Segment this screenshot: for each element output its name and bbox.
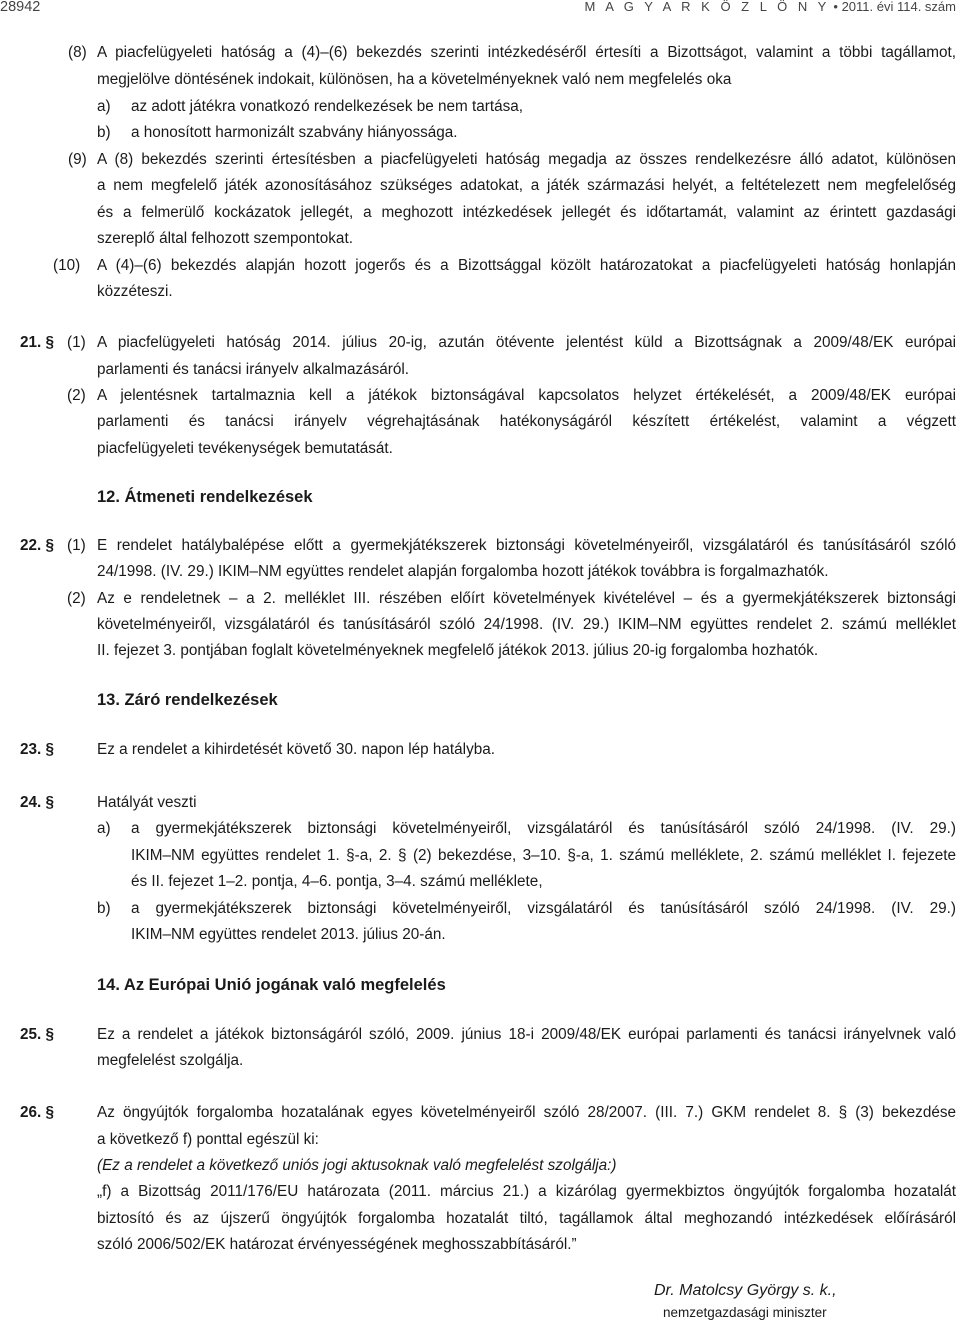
chapter-heading: 13. Záró rendelkezések (97, 691, 278, 709)
chapter-heading: 12. Átmeneti rendelkezések (97, 488, 313, 506)
section-number: 26. § (20, 1104, 55, 1121)
paragraph-text: A piacfelügyeleti hatóság a (4)–(6) bekezdés szerinti intézkedéséről értesíti a Bizottságot, valamint a többi tagállamot, (97, 44, 956, 61)
chapter-heading: 14. Az Európai Unió jogának való megfelelés (97, 976, 446, 994)
paragraph-text: biztosító és az újszerű öngyújtók forgalomba hozatalát tiltó, tagállamok által meghozandó intézkedések előírásáról (97, 1210, 956, 1227)
paragraph-text: a következő f) ponttal egészül ki: (97, 1131, 319, 1148)
paragraph-text: követelményeiről, vizsgálatáról és tanúsításáról szóló 24/1998. (IV. 29.) IKIM–NM együttes rendelet 2. számú melléklet (97, 616, 956, 633)
paragraph-text: megfelelést szolgálja. (97, 1052, 244, 1069)
paragraph-number: (8) (68, 44, 87, 61)
paragraph-text-italic: (Ez a rendelet a következő uniós jogi aktusoknak való megfelelést szolgálja:) (97, 1157, 617, 1174)
paragraph-text: szereplő által felhozott szempontokat. (97, 230, 353, 247)
list-item-text: és II. fejezet 1–2. pontja, 4–6. pontja, 3–4. számú melléklete, (131, 873, 543, 890)
signature-name: Dr. Matolcsy György s. k., (654, 1282, 837, 1299)
list-item-text: a gyermekjátékszerek biztonsági követelményeiről, vizsgálatáról és tanúsításáról szóló 24/1998. (IV. 29.) (131, 900, 956, 917)
list-label: a) (97, 820, 111, 837)
paragraph-text: parlamenti és tanácsi irányelv végrehajtásának hatékonyságáról készített értékelést, valamint a végzett (97, 413, 956, 430)
paragraph-text: A (8) bekezdés szerinti értesítésben a piacfelügyeleti hatóság megadja az összes rendelkezésre álló adatot, különösen (97, 151, 956, 168)
paragraph-text: Ez a rendelet a játékok biztonságáról szóló, 2009. június 18-i 2009/48/EK európai parlamenti és tanácsi irányelvnek való (97, 1026, 956, 1043)
journal-name: M A G Y A R K Ö Z L Ö N Y (584, 0, 830, 14)
page-header (0, 0, 960, 18)
paragraph-text: Hatályát veszti (97, 794, 197, 811)
paragraph-number: (2) (67, 590, 86, 607)
paragraph-text: Ez a rendelet a kihirdetését követő 30. napon lép hatályba. (97, 741, 495, 758)
paragraph-number: (9) (68, 151, 87, 168)
paragraph-number: (1) (67, 334, 86, 351)
section-number: 21. § (20, 334, 55, 351)
paragraph-text: A piacfelügyeleti hatóság 2014. július 20-ig, azután ötévente jelentést küld a Bizottságnak a 2009/48/EK európai (97, 334, 956, 351)
paragraph-text: és a felmerülő kockázatok jellegét, a meghozott intézkedések jellegét és időtartamát, valamint az érintett gazdasági (97, 204, 956, 221)
paragraph-text: Az e rendeletnek – a 2. melléklet III. részében előírt követelmények kivételével – és a gyermekjátékszerek biztonsági (97, 590, 956, 607)
signature-title: nemzetgazdasági miniszter (663, 1305, 827, 1320)
section-number: 25. § (20, 1026, 55, 1043)
paragraph-text: „f) a Bizottság 2011/176/EU határozata (2011. március 21.) a kizárólag gyermekbiztos öngyújtók forgalomba hozatalát (97, 1183, 956, 1200)
paragraph-text: A jelentésnek tartalmaznia kell a játékok biztonságával kapcsolatos helyzet értékelését, a 2009/48/EK európai (97, 387, 956, 404)
paragraph-number: (10) (53, 257, 81, 274)
list-item-text: az adott játékra vonatkozó rendelkezések be nem tartása, (131, 98, 523, 115)
list-label: b) (97, 124, 111, 141)
bullet: • (833, 0, 838, 14)
paragraph-text: szóló 2006/502/EK határozat érvényességének meghosszabbításáról.” (97, 1236, 577, 1253)
list-label: a) (97, 98, 111, 115)
list-item-text: a gyermekjátékszerek biztonsági követelményeiről, vizsgálatáról és tanúsításáról szóló 24/1998. (IV. 29.) (131, 820, 956, 837)
paragraph-text: a nem megfelelő játék azonosításához szükséges adatokat, a játék származási helyét, a feltételezett nem megfelelőség (97, 177, 956, 194)
paragraph-text: II. fejezet 3. pontjában foglalt követelményeknek megfelelő játékok 2013. július 20-ig forgalomba hozhatók. (97, 642, 819, 659)
paragraph-number: (1) (67, 537, 86, 554)
list-item-text: a honosított harmonizált szabvány hiányossága. (131, 124, 458, 141)
paragraph-text: megjelölve döntésének indokait, különösen, ha a követelményeknek való nem megfelelés oka (97, 71, 732, 88)
list-label: b) (97, 900, 111, 917)
journal-title (585, 0, 957, 14)
section-number: 22. § (20, 537, 55, 554)
paragraph-text: A (4)–(6) bekezdés alapján hozott jogerős és a Bizottsággal közölt határozatokat a piacfelügyeleti hatóság honlapján (97, 257, 956, 274)
paragraph-text: piacfelügyeleti tevékenységek bemutatását. (97, 440, 393, 457)
journal-issue: 2011. évi 114. szám (841, 0, 956, 14)
paragraph-number: (2) (67, 387, 86, 404)
paragraph-text: E rendelet hatálybalépése előtt a gyermekjátékszerek biztonsági követelményeiről, vizsgálatáról és tanúsításáról szóló (97, 537, 956, 554)
page-number: 28942 (0, 0, 41, 15)
paragraph-text: közzéteszi. (97, 283, 173, 300)
section-number: 23. § (20, 741, 55, 758)
section-number: 24. § (20, 794, 55, 811)
paragraph-text: parlamenti és tanácsi irányelv alkalmazásáról. (97, 361, 410, 378)
list-item-text: IKIM–NM együttes rendelet 1. §-a, 2. § (2) bekezdése, 3–10. §-a, 1. számú melléklete, 2. számú melléklet I. fejezete (131, 847, 956, 864)
list-item-text: IKIM–NM együttes rendelet 2013. július 20-án. (131, 926, 446, 943)
paragraph-text: Az öngyújtók forgalomba hozatalának egyes követelményeiről szóló 28/2007. (III. 7.) GKM rendelet 8. § (3) bekezdése (97, 1104, 956, 1121)
paragraph-text: 24/1998. (IV. 29.) IKIM–NM együttes rendelet alapján forgalomba hozott játékok továbbra is forgalmazhatók. (97, 563, 829, 580)
